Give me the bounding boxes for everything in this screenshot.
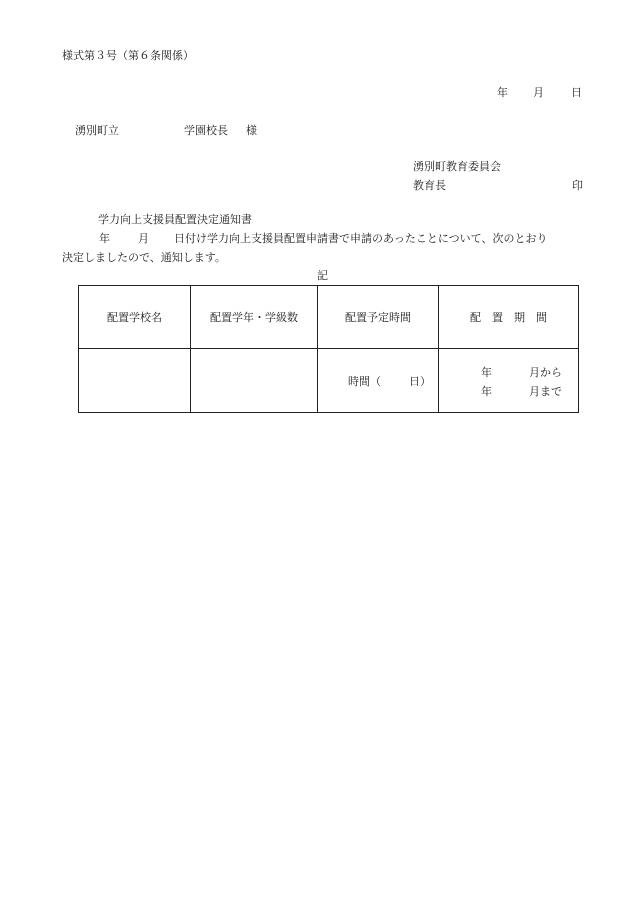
table-row xyxy=(79,349,579,413)
body-month: 月 xyxy=(138,232,149,245)
period-to-year: 年 xyxy=(481,385,492,398)
cell-grade-classes xyxy=(191,349,318,413)
addressee-school-head: 学園校長 xyxy=(184,124,228,137)
header-planned-hours: 配置予定時間 xyxy=(318,286,439,349)
body-year: 年 xyxy=(99,232,110,245)
ki-heading: 記 xyxy=(317,269,328,282)
header-grade-classes: 配置学年・学級数 xyxy=(191,286,318,349)
body-line-1-text: 日付け学力向上支援員配置申請書で申請のあったことについて、次のとおり xyxy=(174,232,548,245)
sender-title: 教育長 xyxy=(413,179,446,192)
header-placement-period: 配 置 期 間 xyxy=(439,286,579,349)
cell-placement-period xyxy=(439,349,579,413)
header-school-name: 配置学校名 xyxy=(79,286,191,349)
period-from-year: 年 xyxy=(481,366,492,379)
form-number: 様式第３号（第６条関係） xyxy=(62,49,194,62)
period-to-month: 月まで xyxy=(529,385,562,398)
sender-organization: 湧別町教育委員会 xyxy=(413,160,501,173)
date-year: 年 xyxy=(497,86,508,99)
date-day: 日 xyxy=(571,86,582,99)
date-month: 月 xyxy=(533,86,544,99)
placement-table xyxy=(78,285,579,413)
hours-unit: 日） xyxy=(409,375,431,388)
document-title: 学力向上支援員配置決定通知書 xyxy=(98,213,252,226)
table-header-row xyxy=(79,286,579,349)
period-from-month: 月から xyxy=(529,366,562,379)
seal-mark: 印 xyxy=(572,179,583,192)
hours-label: 時間（ xyxy=(348,375,381,388)
cell-planned-hours xyxy=(318,349,439,413)
cell-school-name xyxy=(79,349,191,413)
addressee-honorific: 様 xyxy=(246,124,257,137)
addressee-town: 湧別町立 xyxy=(75,124,119,137)
body-line-2: 決定しましたので、通知します。 xyxy=(62,251,226,264)
